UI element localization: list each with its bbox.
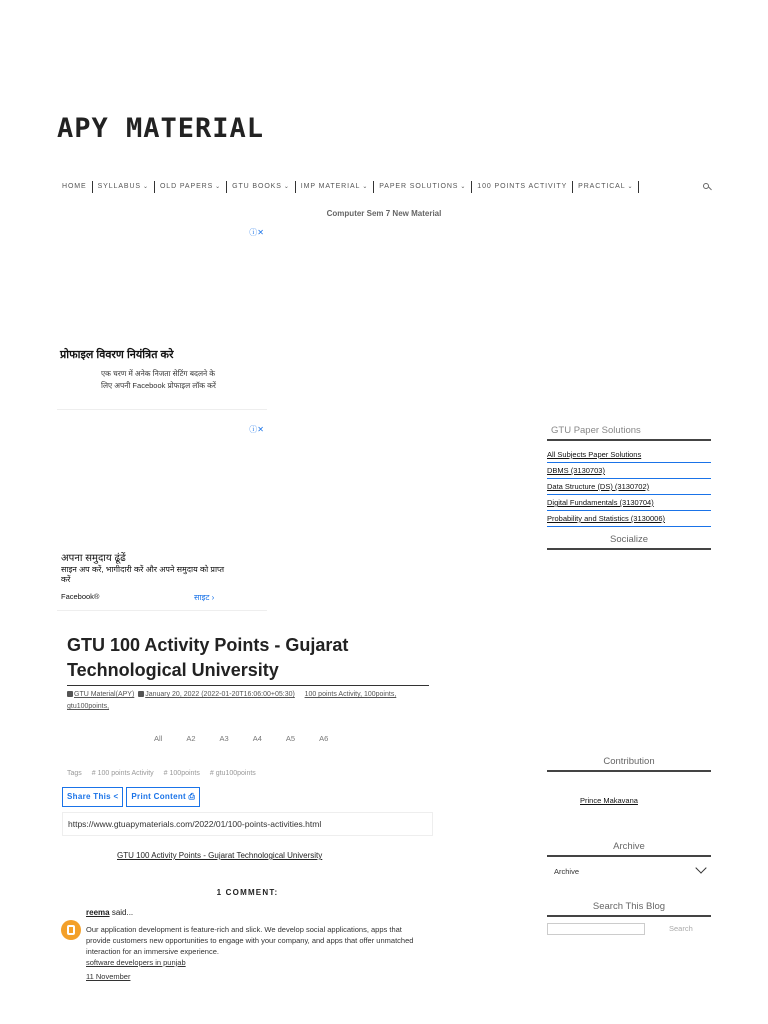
archive-select-value: Archive [554,867,580,876]
tag-link[interactable]: # 100 points Activity [91,770,154,777]
post-labels-2[interactable]: gtu100points, [67,703,110,710]
contributor-link[interactable]: Prince Makavana [580,796,638,805]
post-title: GTU 100 Activity Points - Gujarat Technological University [67,633,429,686]
post-meta [67,689,427,713]
paper-link[interactable]: Probability and Statistics (3130006) [547,511,711,527]
search-icon[interactable] [703,183,712,192]
nav-label: HOME [62,183,87,190]
printer-icon: ⎙ [188,792,196,801]
site-title[interactable]: APY MATERIAL [57,113,265,144]
nav-item-home[interactable] [57,181,93,193]
share-button[interactable] [62,787,123,807]
comment-body: Our application development is feature-rich and slick. We develop social applications, apps that provide customers new opportunities to engage with your company, and apps that offer unmatched interaction for an immersive experience. [86,925,414,956]
post-tags [67,770,256,777]
tab-a6[interactable]: A6 [319,734,329,743]
post-date[interactable]: January 20, 2022 (2022-01-20T16:06:00+05:30) [145,691,295,698]
chevron-down-icon: ⌄ [215,184,222,190]
comment-link[interactable]: software developers in punjab [86,958,186,967]
sidebar-socialize [547,529,711,550]
widget-title: Archive [547,836,711,857]
widget-title: Search This Blog [547,896,711,917]
chevron-down-icon: ⌄ [362,184,369,190]
post-author[interactable]: GTU Material(APY) [74,691,135,698]
subnav-link[interactable]: Computer Sem 7 New Material [326,209,442,218]
widget-title: GTU Paper Solutions [547,420,711,441]
paper-list [547,447,711,527]
ad-source: Facebook® [61,592,100,601]
ad-cta-link[interactable]: साइट › [194,593,215,602]
adchoices-icon[interactable]: ⓘ✕ [249,228,264,237]
sidebar-paper-solutions [547,420,711,527]
nav-label: OLD PAPERS [159,183,214,190]
post-url-field[interactable]: https://www.gtuapymaterials.com/2022/01/100-points-activities.html [62,812,433,836]
paper-link[interactable]: All Subjects Paper Solutions [547,447,711,463]
comments-heading: 1 COMMENT: [216,888,279,897]
calendar-icon [138,691,144,697]
chevron-down-icon: ⌄ [283,184,290,190]
print-button[interactable] [126,787,200,807]
paper-link[interactable]: Data Structure (DS) (3130702) [547,479,711,495]
widget-title: Contribution [547,751,711,772]
print-label: Print Content [131,792,186,801]
nav-label: PAPER SOLUTIONS [379,183,459,190]
ad-heading[interactable]: प्रोफाइल विवरण नियंत्रित करे [60,349,174,361]
nav-label: 100 POINTS ACTIVITY [477,183,568,190]
tab-a3[interactable]: A3 [219,734,229,743]
ad-text[interactable]: एक चरण में अनेक निजता सेटिंग बदलने के लिए अपनी Facebook प्रोफाइल लॉक करें [101,369,216,390]
tags-label: Tags [67,770,82,777]
ad-banner-1[interactable] [57,224,267,410]
tab-a5[interactable]: A5 [285,734,296,743]
main-nav [57,180,712,194]
nav-item-100-points-activity[interactable] [472,181,573,193]
comment-said: said... [111,908,134,917]
nav-item-syllabus[interactable] [93,181,155,193]
post-tabs [154,734,328,743]
comment-date[interactable]: 11 November [86,972,131,981]
nav-item-gtu-books[interactable] [227,181,296,193]
ad-text[interactable]: साइन अप करें, भागीदारी करें और अपने समुदाय को प्राप्त करें [61,565,225,584]
chevron-down-icon: ⌄ [460,184,467,190]
chevron-down-icon: ⌄ [627,184,634,190]
comment-author [86,908,133,917]
ad-heading[interactable]: अपना समुदाय ढूंढें [61,553,126,564]
tag-link[interactable]: # 100points [163,770,200,777]
post-link[interactable]: GTU 100 Activity Points - Gujarat Technological University [117,851,323,860]
nav-label: GTU BOOKS [232,183,282,190]
archive-select[interactable] [547,862,711,880]
nav-item-practical[interactable] [573,181,639,193]
search-button[interactable]: Search [669,924,693,933]
action-buttons [62,787,200,807]
nav-label: IMP MATERIAL [300,183,361,190]
ad-banner-2[interactable] [57,421,267,611]
comment-author-name[interactable]: reema [86,908,110,917]
post-labels[interactable]: 100 points Activity, 100points, [304,691,397,698]
tab-a2[interactable]: A2 [186,734,196,743]
search-input[interactable] [547,923,645,935]
avatar [61,920,81,940]
blogger-icon [67,925,75,935]
share-label: Share This [67,792,111,801]
tag-link[interactable]: # gtu100points [209,770,256,777]
nav-item-imp-material[interactable] [296,181,375,193]
adchoices-icon[interactable]: ⓘ✕ [249,425,264,434]
nav-item-paper-solutions[interactable] [374,181,472,193]
chevron-down-icon: ⌄ [143,184,149,190]
nav-label: SYLLABUS [97,183,141,190]
chevron-down-icon [695,862,706,873]
tab-all[interactable]: All [154,734,163,743]
tab-a4[interactable]: A4 [252,734,262,743]
nav-label: PRACTICAL [578,183,626,190]
share-icon: < [113,792,119,801]
sidebar-contribution [547,751,711,772]
nav-item-old-papers[interactable] [155,181,227,193]
user-icon [67,691,73,697]
paper-link[interactable]: DBMS (3130703) [547,463,711,479]
widget-title: Socialize [547,529,711,550]
sidebar-search [547,896,711,917]
sidebar-archive [547,836,711,857]
paper-link[interactable]: Digital Fundamentals (3130704) [547,495,711,511]
